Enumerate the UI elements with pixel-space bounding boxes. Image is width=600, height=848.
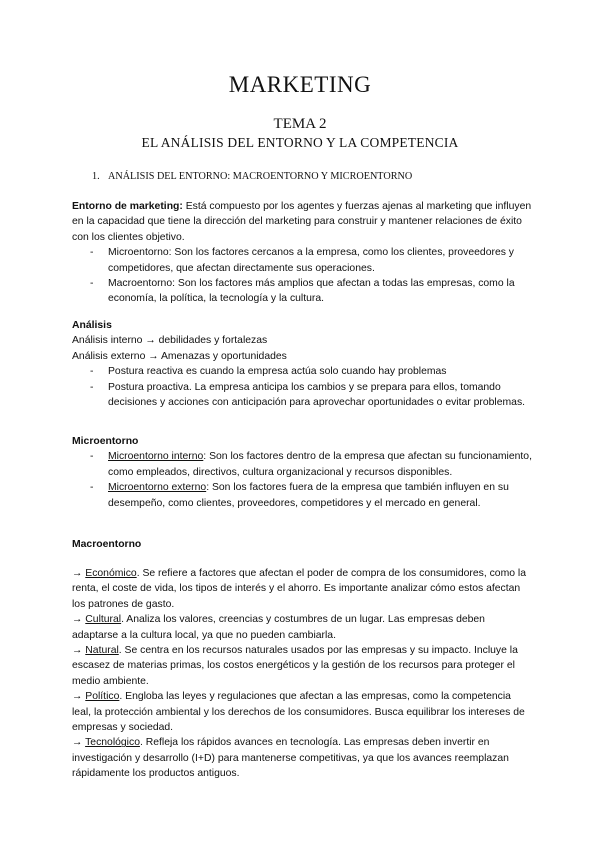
arrow-icon: → [72,645,86,657]
microentorno-internal-text: : Son los factores dentro de la empresa que afectan su funcionamiento, como empleados, directivos, cultura organizacional y recursos disponibles. [108,451,532,478]
entorno-definition: Está compuesto por los agentes y fuerzas ajenas al marketing que influyen en la capacidad que tiene la dirección del marketing para construir y mantener relaciones de éxito con los clientes objetivo. [72,201,532,243]
macroentorno-item-tecnologico [72,735,532,781]
macroentorno-block [72,566,532,782]
analisis-internal: Análisis interno → debilidades y fortalezas [72,335,268,347]
microentorno-block [72,434,532,511]
analisis-block [72,318,532,410]
analisis-list [72,364,532,410]
arrow-icon: → [72,568,86,579]
cultural-text: . Analiza los valores, creencias y costumbres de un lugar. Las empresas deben adaptarse a la cultura local, ya que no pueden cambiarla. [72,614,485,641]
microentorno-list [72,449,532,511]
tecnologico-term: Tecnológico [85,737,140,749]
politico-text: . Engloba las leyes y regulaciones que afectan a las empresas, como la competencia leal, la protección ambiental y los derechos de los consumidores. Busca equilibrar los intereses de empresas y sociedad. [72,691,525,734]
macroentorno-item-cultural [72,612,532,643]
arrow-icon: → [72,691,86,703]
macroentorno-item-natural [72,643,532,689]
macroentorno-item-economico [72,566,532,612]
politico-term: Político [85,691,120,703]
topic-title: EL ANÁLISIS DEL ENTORNO Y LA COMPETENCIA [141,135,459,150]
economico-term: Económico [85,568,137,579]
list-item: - Postura reactiva es cuando la empresa actúa solo cuando hay problemas [72,364,532,379]
entorno-term: Entorno de marketing: [72,201,183,212]
list-item [72,449,532,480]
section-number: 1. [92,171,100,182]
natural-text: . Se centra en los recursos naturales usados por las empresas y su impacto. Incluye la escasez de materias primas, los costos energéticos y la gestión de los recursos para proteger el medio ambiente. [72,645,518,687]
microentorno-external-text: : Son los factores fuera de la empresa que también influyen en su desempeño, como clientes, proveedores, competidores y el mercado en general. [108,482,509,509]
analisis-external: Análisis externo → Amenazas y oportunidades [72,350,287,362]
entorno-paragraph [72,199,532,245]
tecnologico-text: . Refleja los rápidos avances en tecnología. Las empresas deben invertir en investigación y desarrollo (I+D) para mantenerse competitivas, ya que los avances reemplazan rápidamente los productos antiguos. [72,737,509,780]
microentorno-external-term: Microentorno externo [108,482,207,494]
arrow-icon: → [72,737,86,749]
macroentorno-heading: Macroentorno [72,539,142,550]
analisis-heading: Análisis [72,320,112,331]
macroentorno-heading-block [72,537,532,552]
entorno-block [72,199,532,307]
cultural-term: Cultural [85,614,122,626]
list-item [72,480,532,511]
list-item: - Microentorno: Son los factores cercanos a la empresa, como los clientes, proveedores y competidores, que afectan directamente sus operaciones. [72,245,532,276]
list-item: - Macroentorno: Son los factores más amplios que afectan a todas las empresas, como la economía, la política, la tecnología y la cultura. [72,276,532,307]
document-title: MARKETING [228,72,372,97]
entorno-list [72,245,532,307]
arrow-icon: → [72,614,86,626]
topic-number: TEMA 2 [273,116,327,132]
section-heading-text: ANÁLISIS DEL ENTORNO: MACROENTORNO Y MICROENTORNO [107,171,413,182]
natural-term: Natural [85,645,119,657]
economico-text: . Se refiere a factores que afectan el poder de compra de los consumidores, como la renta, el coste de vida, los tipos de interés y el ahorro. Es importante analizar cómo estos afectan los patrones de gasto. [72,568,526,610]
macroentorno-item-politico [72,689,532,735]
section-heading [92,171,412,182]
microentorno-internal-term: Microentorno interno [108,451,204,463]
list-item: - Postura proactiva. La empresa anticipa los cambios y se prepara para ellos, tomando decisiones y acciones con anticipación para aprovechar oportunidades o evitar problemas. [72,380,532,411]
microentorno-heading: Microentorno [72,436,139,447]
